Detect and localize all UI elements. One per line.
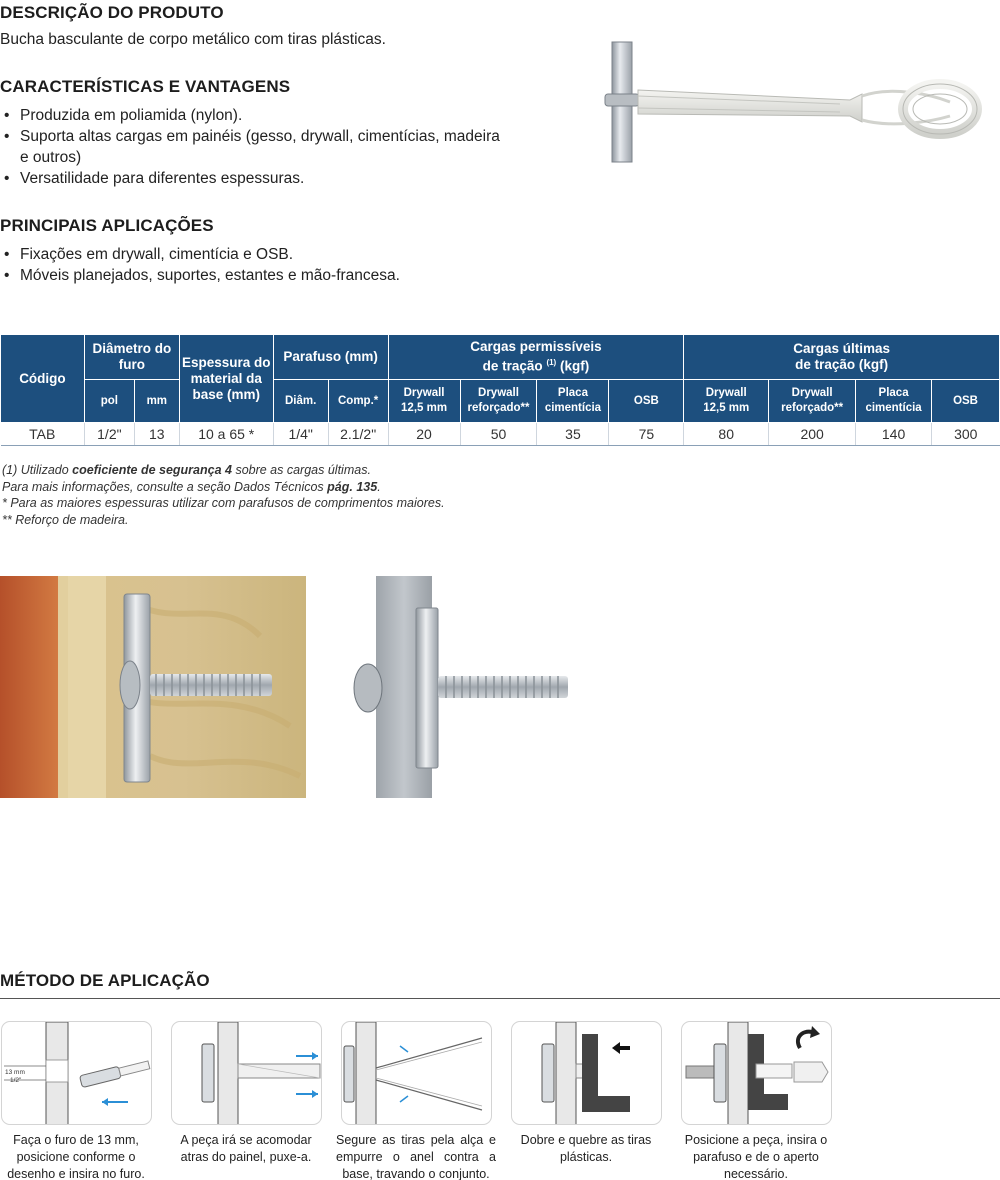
table-cell: 140 (856, 423, 932, 446)
table-cell: 1/4" (273, 423, 328, 446)
table-cell: 80 (684, 423, 769, 446)
descricao-text: Bucha basculante de corpo metálico com tiras plásticas. (0, 31, 386, 48)
table-cell: 20 (388, 423, 460, 446)
list-item: • Suporta altas cargas em painéis (gesso, drywall, cimentícias, madeira e outros) (0, 126, 500, 168)
table-row (1, 423, 1000, 446)
col-diametro: Diâmetro do furo (84, 335, 179, 380)
table-cell: 2.1/2" (328, 423, 388, 446)
metodo-title: MÉTODO DE APLICAÇÃO (0, 971, 210, 990)
col-pol: pol (84, 380, 134, 423)
table-notes (2, 462, 445, 528)
note-4: ** Reforço de madeira. (2, 512, 129, 527)
col-espessura: Espessura do material da base (mm) (179, 335, 273, 423)
section-divider (0, 998, 1000, 999)
table-cell: 1/2" (84, 423, 134, 446)
col-drywall: Drywall 12,5 mm (684, 380, 769, 423)
col-cargas-ultimas: Cargas últimas de tração (kgf) (684, 335, 1000, 380)
col-osb: OSB (932, 380, 1000, 423)
step1-label-mm: 13 mm (5, 1069, 25, 1076)
descricao-title: DESCRIÇÃO DO PRODUTO (0, 3, 224, 22)
col-cargas-permissiveis: Cargas permissíveis de tração $^{(1)}$ (kgf) (388, 335, 684, 380)
list-item: • Móveis planejados, suportes, estantes e mão-francesa. (0, 265, 520, 286)
step-5-caption: Posicione a peça, insira o parafuso e de o aperto necessário. (684, 1133, 828, 1180)
note-1: (1) Utilizado coeficiente de segurança 4 sobre as cargas últimas. (2, 463, 371, 477)
step-5-diagram (681, 1021, 832, 1125)
table-cell: 50 (460, 423, 537, 446)
step-1-diagram (1, 1021, 152, 1125)
aplicacoes-list (0, 244, 520, 286)
table-cell: 200 (769, 423, 856, 446)
step1-label-pol: 1/2" (10, 1077, 22, 1084)
col-drywall-reforcado: Drywall reforçado** (460, 380, 537, 423)
col-placa-cimenticia: Placa cimentícia (856, 380, 932, 423)
step-3-diagram (341, 1021, 492, 1125)
col-parafuso: Parafuso (mm) (273, 335, 388, 380)
table-cell: 75 (609, 423, 684, 446)
note-3: * Para as maiores espessuras utilizar com parafusos de comprimentos maiores. (2, 496, 445, 510)
caracteristicas-list (0, 105, 500, 189)
caracteristicas-title: CARACTERÍSTICAS E VANTAGENS (0, 77, 291, 96)
col-drywall: Drywall 12,5 mm (388, 380, 460, 423)
col-placa-cimenticia: Placa cimentícia (537, 380, 609, 423)
note-2: Para mais informações, consulte a seção Dados Técnicos pág. 135. (2, 479, 381, 494)
table-cell: 13 (134, 423, 179, 446)
product-image (600, 36, 990, 170)
step-4-caption: Dobre e quebre as tiras plásticas. (520, 1133, 652, 1164)
aplicacoes-title: PRINCIPAIS APLICAÇÕES (0, 216, 214, 235)
table-cell: 35 (537, 423, 609, 446)
col-drywall-reforcado: Drywall reforçado** (769, 380, 856, 423)
table-cell: 10 a 65 * (179, 423, 273, 446)
product-table (0, 334, 1000, 446)
arrow-icon (400, 1096, 408, 1102)
list-item: • Fixações em drywall, cimentícia e OSB. (0, 244, 520, 265)
arrow-icon (400, 1046, 408, 1052)
step-2-caption: A peça irá se acomodar atras do painel, puxe-a. (180, 1133, 312, 1164)
table-cell: TAB (1, 423, 85, 446)
col-comp: Comp.* (328, 380, 388, 423)
step-4-diagram (511, 1021, 662, 1125)
list-item: • Produzida em poliamida (nylon). (0, 105, 500, 126)
col-mm: mm (134, 380, 179, 423)
list-item: • Versatilidade para diferentes espessuras. (0, 168, 500, 189)
table-cell: 300 (932, 423, 1000, 446)
installation-photo-drywall (324, 576, 632, 798)
rotate-arrow-icon (798, 1032, 812, 1048)
step-2-diagram (171, 1021, 322, 1125)
col-codigo: Código (1, 335, 85, 423)
col-diam: Diâm. (273, 380, 328, 423)
col-osb: OSB (609, 380, 684, 423)
step-3-caption: Segure as tiras pela alça e empurre o anel contra a base, travando o conjunto. (336, 1133, 496, 1180)
installation-photo-wood (0, 576, 306, 798)
step-1-caption: Faça o furo de 13 mm, posicione conforme o desenho e insira no furo. (7, 1133, 145, 1180)
